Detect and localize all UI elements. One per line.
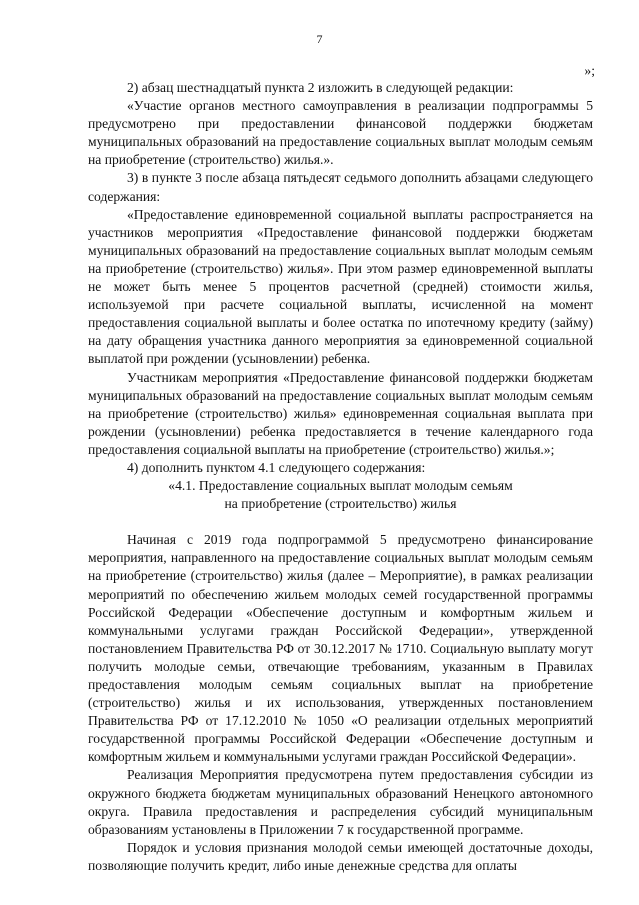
paragraph-amendment-4-intro: 4) дополнить пунктом 4.1 следующего содержания: <box>127 459 426 475</box>
paragraph-amendment-2-intro: 2) абзац шестнадцатый пункта 2 изложить в следующей редакции: <box>127 80 514 95</box>
paragraph-amendment-3-intro: 3) в пункте 3 после абзаца пятьдесят седьмого дополнить абзацами следующего содержания: <box>88 170 593 204</box>
paragraph-lump-sum-payment: «Предоставление единовременной социальной выплаты распространяется на участников мероприятия «Предоставление финансовой поддержки бюджетам муниципальных образований на предоставление социальных выплат молодым семьям на приобретение (строительство) жилья». При этом размер единовременной выплаты не может быть менее 5 процентов расчетной (средней) стоимости жилья, используемой при расчете социальной выплаты, исчисленной на момент предоставления социальной выплаты и более остатка по ипотечному кредиту (займу) на дату обращения участника данного мероприятия за единовременной социальной выплатой при рождении (усыновлении) ребенка. <box>88 206 593 367</box>
section-heading-line-1: «4.1. Предоставление социальных выплат молодым семьям <box>168 478 513 494</box>
paragraph-financing-2019: Начиная с 2019 года подпрограммой 5 предусмотрено финансирование мероприятия, направленного на предоставление социальных выплат молодым семьям на приобретение (строительство) жилья (далее – Мероприятие), в рамках реализации мероприятий по обеспечению жильем молодых семей государственной программы Российской Федерации «Обеспечение доступным и комфортным жильем и коммунальными услугами граждан Российской Федерации», утвержденной постановлением Правительства РФ от 30.12.2017 № 1710. Социальную выплату могут получить молодые семьи, отвечающие требованиям, указанным в Правилах предоставления молодым семьям социальных выплат на приобретение (строительство) жилья и их использования, утвержденных постановлением Правительства РФ от 17.12.2010 № 1050 «О реализации отдельных мероприятий государственной программы Российской Федерации «Обеспечение доступным и комфортным жильем и коммунальными услугами граждан Российской Федерации». <box>88 532 593 765</box>
closing-quote-mark: »; <box>584 63 595 78</box>
section-heading-line-2: на приобретение (строительство) жилья <box>224 496 457 512</box>
paragraph-participants: Участникам мероприятия «Предоставление финансовой поддержки бюджетам муниципальных образований на предоставление социальных выплат молодым семьям на приобретение (строительство) жилья» единовременная социальная выплата при рождении (усыновлении) ребенка предоставляется в течение календарного года предоставления социальной выплаты на приобретение (строительство) жилья.»; <box>88 369 593 457</box>
paragraph-amendment-2-text: «Участие органов местного самоуправления в реализации подпрограммы 5 предусмотрено при предоставлении финансовой поддержки бюджетам муниципальных образований на предоставление социальных выплат молодым семьям на приобретение (строительство) жилья.». <box>88 98 593 168</box>
paragraph-sufficient-income: Порядок и условия признания молодой семьи имеющей достаточные доходы, позволяющие получить кредит, либо иные денежные средства для оплаты <box>88 839 593 873</box>
blank-line <box>88 513 593 531</box>
section-heading-4-1 <box>88 477 593 513</box>
paragraph-subsidy-implementation: Реализация Мероприятия предусмотрена путем предоставления субсидии из окружного бюджета бюджетам муниципальных образований Ненецкого автономного округа. Правила предоставления и распределения субсидий муниципальным образованиям установлены в Приложении 7 к государственной программе. <box>88 767 593 837</box>
page-number: 7 <box>316 32 323 46</box>
document-body <box>88 79 593 875</box>
